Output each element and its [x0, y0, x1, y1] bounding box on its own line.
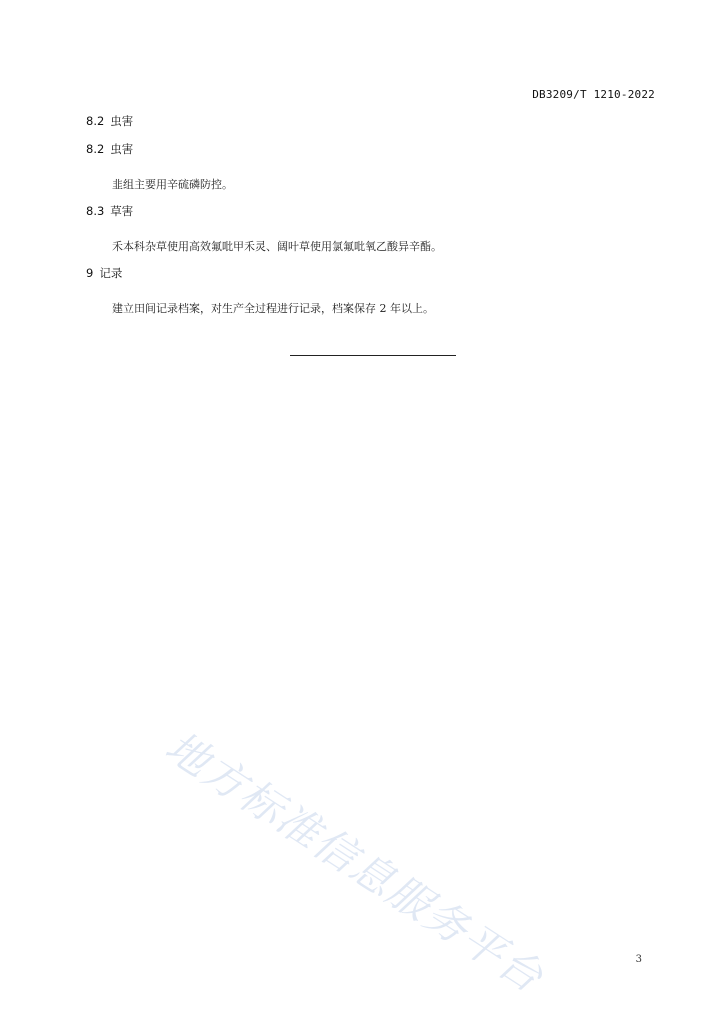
- section-heading: [86, 141, 133, 157]
- section-heading: [86, 265, 122, 281]
- watermark-text: 地方标准信息服务平台: [156, 721, 553, 1003]
- section-title: 记录: [99, 266, 123, 280]
- section-paragraph: 禾本科杂草使用高效氟吡甲禾灵、阔叶草使用氯氟吡氧乙酸异辛酯。: [112, 240, 442, 253]
- document-code: DB3209/T 1210-2022: [532, 88, 655, 101]
- section-title: 草害: [110, 204, 134, 218]
- section-paragraph: 建立田间记录档案，对生产全过程进行记录，档案保存 2 年以上。: [112, 302, 434, 315]
- section-number: 8.2: [86, 142, 105, 156]
- end-of-document-rule: [290, 355, 456, 356]
- section-heading: [86, 113, 133, 129]
- section-number: 9: [86, 266, 94, 280]
- section-title: 虫害: [110, 114, 134, 128]
- section-number: 8.2: [86, 114, 105, 128]
- section-paragraph: 韭组主要用辛硫磷防控。: [112, 178, 233, 191]
- page-number: 3: [635, 954, 642, 965]
- section-title: 虫害: [110, 142, 134, 156]
- section-heading: [86, 203, 133, 219]
- section-number: 8.3: [86, 204, 105, 218]
